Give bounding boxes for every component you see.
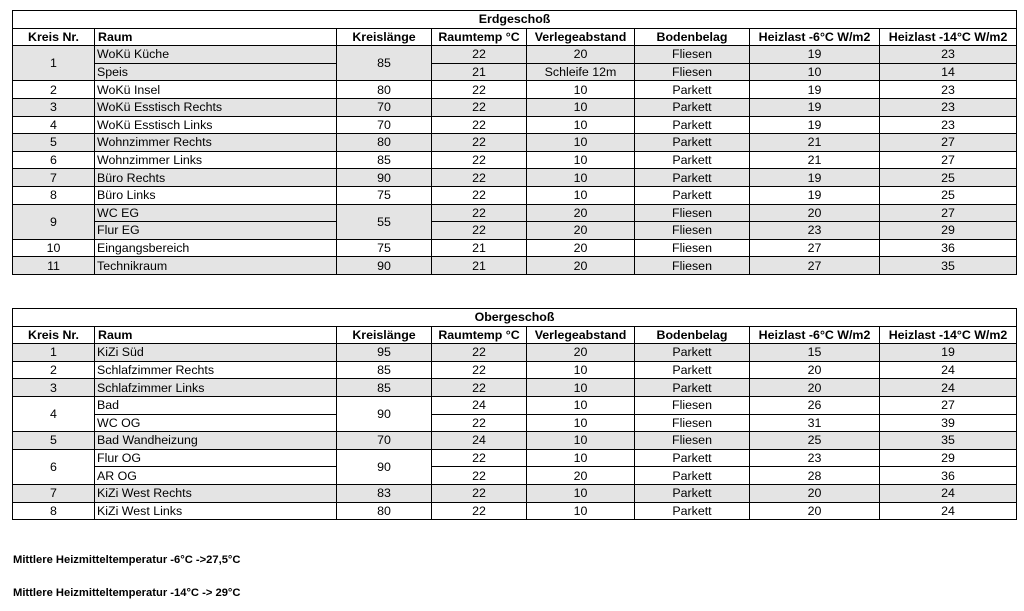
table-row (13, 449, 1017, 467)
obergeschoss-title: Obergeschoß (13, 309, 1017, 327)
verlegeabstand-cell: 20 (527, 46, 635, 64)
header-bodenbelag: Bodenbelag (635, 326, 750, 344)
verlegeabstand-cell: 20 (527, 467, 635, 485)
raumtemp-cell: 24 (432, 432, 527, 450)
raum-cell: Büro Links (95, 186, 337, 204)
heizlast-14-cell: 23 (880, 98, 1017, 116)
heizlast-14-cell: 24 (880, 502, 1017, 520)
kreis-nr-cell: 8 (13, 186, 95, 204)
bodenbelag-cell: Parkett (635, 134, 750, 152)
verlegeabstand-cell: 10 (527, 361, 635, 379)
kreis-nr-cell: 7 (13, 484, 95, 502)
heizlast-14-cell: 24 (880, 361, 1017, 379)
kreis-nr-cell: 3 (13, 379, 95, 397)
raumtemp-cell: 22 (432, 502, 527, 520)
header-bodenbelag: Bodenbelag (635, 28, 750, 46)
heizlast-14-cell: 35 (880, 432, 1017, 450)
heizlast-6-cell: 27 (750, 239, 880, 257)
bodenbelag-cell: Fliesen (635, 222, 750, 240)
heizlast-6-cell: 26 (750, 396, 880, 414)
heizlast-6-cell: 19 (750, 81, 880, 99)
raumtemp-cell: 22 (432, 449, 527, 467)
raum-cell: Wohnzimmer Rechts (95, 134, 337, 152)
kreis-nr-cell: 8 (13, 502, 95, 520)
raum-cell: WoKü Esstisch Links (95, 116, 337, 134)
verlegeabstand-cell: 20 (527, 257, 635, 275)
raum-cell: KiZi West Rechts (95, 484, 337, 502)
heizlast-14-cell: 27 (880, 396, 1017, 414)
heizlast-6-cell: 10 (750, 63, 880, 81)
raum-cell: Eingangsbereich (95, 239, 337, 257)
kreislaenge-cell: 70 (337, 432, 432, 450)
kreis-nr-cell: 11 (13, 257, 95, 275)
raumtemp-cell: 22 (432, 204, 527, 222)
raumtemp-cell: 22 (432, 81, 527, 99)
verlegeabstand-cell: 10 (527, 186, 635, 204)
bodenbelag-cell: Parkett (635, 169, 750, 187)
heizlast-14-cell: 27 (880, 151, 1017, 169)
heizlast-6-cell: 19 (750, 169, 880, 187)
table-row (13, 116, 1017, 134)
table-row (13, 432, 1017, 450)
raumtemp-cell: 21 (432, 239, 527, 257)
note-heizmittel-14: Mittlere Heizmitteltemperatur -14°C -> 29°C (13, 587, 241, 599)
raumtemp-cell: 24 (432, 396, 527, 414)
raum-cell: WC EG (95, 204, 337, 222)
heizlast-14-cell: 23 (880, 46, 1017, 64)
header-kreislaenge: Kreislänge (337, 326, 432, 344)
heizlast-6-cell: 21 (750, 151, 880, 169)
raumtemp-cell: 22 (432, 414, 527, 432)
header-heizlast-6: Heizlast -6°C W/m2 (750, 28, 880, 46)
raumtemp-cell: 22 (432, 169, 527, 187)
verlegeabstand-cell: Schleife 12m (527, 63, 635, 81)
verlegeabstand-cell: 10 (527, 432, 635, 450)
header-kreislaenge: Kreislänge (337, 28, 432, 46)
bodenbelag-cell: Parkett (635, 361, 750, 379)
raumtemp-cell: 22 (432, 484, 527, 502)
header-heizlast-6: Heizlast -6°C W/m2 (750, 326, 880, 344)
heizlast-14-cell: 35 (880, 257, 1017, 275)
heizlast-6-cell: 31 (750, 414, 880, 432)
verlegeabstand-cell: 10 (527, 502, 635, 520)
table-row (13, 414, 1017, 432)
raum-cell: Bad Wandheizung (95, 432, 337, 450)
kreis-nr-cell: 4 (13, 396, 95, 431)
obergeschoss-table (12, 308, 1017, 520)
verlegeabstand-cell: 20 (527, 344, 635, 362)
raum-cell: Flur EG (95, 222, 337, 240)
heizlast-14-cell: 25 (880, 169, 1017, 187)
raum-cell: WoKü Küche (95, 46, 337, 64)
heizlast-6-cell: 23 (750, 449, 880, 467)
bodenbelag-cell: Parkett (635, 98, 750, 116)
kreis-nr-cell: 2 (13, 81, 95, 99)
kreislaenge-cell: 75 (337, 239, 432, 257)
verlegeabstand-cell: 10 (527, 414, 635, 432)
heizlast-6-cell: 19 (750, 46, 880, 64)
table-row (13, 467, 1017, 485)
kreislaenge-cell: 95 (337, 344, 432, 362)
bodenbelag-cell: Parkett (635, 116, 750, 134)
bodenbelag-cell: Parkett (635, 379, 750, 397)
kreis-nr-cell: 7 (13, 169, 95, 187)
table-row (13, 169, 1017, 187)
raumtemp-cell: 22 (432, 222, 527, 240)
verlegeabstand-cell: 10 (527, 169, 635, 187)
raum-cell: WoKü Esstisch Rechts (95, 98, 337, 116)
kreis-nr-cell: 5 (13, 134, 95, 152)
raumtemp-cell: 22 (432, 151, 527, 169)
heizlast-14-cell: 19 (880, 344, 1017, 362)
kreislaenge-cell: 85 (337, 379, 432, 397)
table-row (13, 186, 1017, 204)
heizlast-6-cell: 20 (750, 361, 880, 379)
bodenbelag-cell: Fliesen (635, 63, 750, 81)
heizlast-6-cell: 19 (750, 98, 880, 116)
kreis-nr-cell: 4 (13, 116, 95, 134)
verlegeabstand-cell: 10 (527, 98, 635, 116)
raumtemp-cell: 22 (432, 134, 527, 152)
kreislaenge-cell: 90 (337, 169, 432, 187)
heizlast-6-cell: 20 (750, 379, 880, 397)
verlegeabstand-cell: 10 (527, 449, 635, 467)
heizlast-14-cell: 29 (880, 222, 1017, 240)
bodenbelag-cell: Parkett (635, 344, 750, 362)
heizlast-14-cell: 36 (880, 467, 1017, 485)
header-kreis-nr: Kreis Nr. (13, 326, 95, 344)
kreislaenge-cell: 83 (337, 484, 432, 502)
bodenbelag-cell: Parkett (635, 186, 750, 204)
kreis-nr-cell: 6 (13, 449, 95, 484)
table-row (13, 379, 1017, 397)
table-row (13, 396, 1017, 414)
raum-cell: AR OG (95, 467, 337, 485)
raum-cell: Schlafzimmer Links (95, 379, 337, 397)
verlegeabstand-cell: 10 (527, 151, 635, 169)
table-row (13, 151, 1017, 169)
verlegeabstand-cell: 10 (527, 134, 635, 152)
note-heizmittel-6: Mittlere Heizmitteltemperatur -6°C ->27,5°C (13, 554, 241, 566)
heizlast-6-cell: 20 (750, 484, 880, 502)
header-raum: Raum (95, 326, 337, 344)
heizlast-6-cell: 27 (750, 257, 880, 275)
header-raum: Raum (95, 28, 337, 46)
heizlast-14-cell: 27 (880, 204, 1017, 222)
heizlast-6-cell: 25 (750, 432, 880, 450)
raum-cell: KiZi Süd (95, 344, 337, 362)
header-verlegeabstand: Verlegeabstand (527, 326, 635, 344)
kreis-nr-cell: 1 (13, 46, 95, 81)
raumtemp-cell: 22 (432, 116, 527, 134)
table-row (13, 81, 1017, 99)
bodenbelag-cell: Parkett (635, 467, 750, 485)
heizlast-6-cell: 20 (750, 502, 880, 520)
table-row (13, 63, 1017, 81)
heizlast-14-cell: 25 (880, 186, 1017, 204)
raum-cell: Bad (95, 396, 337, 414)
heizlast-6-cell: 28 (750, 467, 880, 485)
raum-cell: WoKü Insel (95, 81, 337, 99)
table-row (13, 484, 1017, 502)
table-row (13, 257, 1017, 275)
table-row (13, 46, 1017, 64)
bodenbelag-cell: Parkett (635, 449, 750, 467)
bodenbelag-cell: Parkett (635, 484, 750, 502)
raum-cell: Wohnzimmer Links (95, 151, 337, 169)
heizlast-14-cell: 24 (880, 484, 1017, 502)
kreislaenge-cell: 55 (337, 204, 432, 239)
heizlast-14-cell: 14 (880, 63, 1017, 81)
verlegeabstand-cell: 10 (527, 484, 635, 502)
bodenbelag-cell: Fliesen (635, 396, 750, 414)
kreislaenge-cell: 80 (337, 502, 432, 520)
raumtemp-cell: 21 (432, 63, 527, 81)
bodenbelag-cell: Fliesen (635, 46, 750, 64)
heizlast-14-cell: 29 (880, 449, 1017, 467)
heizlast-14-cell: 24 (880, 379, 1017, 397)
kreislaenge-cell: 80 (337, 134, 432, 152)
kreis-nr-cell: 5 (13, 432, 95, 450)
table-row (13, 344, 1017, 362)
kreislaenge-cell: 70 (337, 116, 432, 134)
bodenbelag-cell: Parkett (635, 502, 750, 520)
header-raumtemp: Raumtemp °C (432, 326, 527, 344)
kreis-nr-cell: 1 (13, 344, 95, 362)
table-row (13, 204, 1017, 222)
kreis-nr-cell: 10 (13, 239, 95, 257)
raumtemp-cell: 22 (432, 467, 527, 485)
erdgeschoss-table (12, 10, 1017, 275)
heizlast-14-cell: 23 (880, 81, 1017, 99)
kreislaenge-cell: 80 (337, 81, 432, 99)
header-raumtemp: Raumtemp °C (432, 28, 527, 46)
raumtemp-cell: 22 (432, 344, 527, 362)
raumtemp-cell: 22 (432, 361, 527, 379)
raumtemp-cell: 21 (432, 257, 527, 275)
kreislaenge-cell: 70 (337, 98, 432, 116)
bodenbelag-cell: Fliesen (635, 414, 750, 432)
bodenbelag-cell: Fliesen (635, 239, 750, 257)
kreislaenge-cell: 90 (337, 257, 432, 275)
raum-cell: Technikraum (95, 257, 337, 275)
raum-cell: Büro Rechts (95, 169, 337, 187)
header-heizlast-14: Heizlast -14°C W/m2 (880, 28, 1017, 46)
kreis-nr-cell: 3 (13, 98, 95, 116)
kreislaenge-cell: 85 (337, 46, 432, 81)
kreislaenge-cell: 85 (337, 151, 432, 169)
table-row (13, 361, 1017, 379)
verlegeabstand-cell: 10 (527, 396, 635, 414)
heizlast-14-cell: 39 (880, 414, 1017, 432)
kreis-nr-cell: 2 (13, 361, 95, 379)
table-row (13, 239, 1017, 257)
heizlast-6-cell: 20 (750, 204, 880, 222)
verlegeabstand-cell: 10 (527, 379, 635, 397)
heizlast-14-cell: 36 (880, 239, 1017, 257)
bodenbelag-cell: Fliesen (635, 204, 750, 222)
heizlast-6-cell: 19 (750, 186, 880, 204)
raum-cell: KiZi West Links (95, 502, 337, 520)
table-row (13, 222, 1017, 240)
table-row (13, 502, 1017, 520)
heizlast-6-cell: 15 (750, 344, 880, 362)
raum-cell: Speis (95, 63, 337, 81)
verlegeabstand-cell: 10 (527, 116, 635, 134)
bodenbelag-cell: Fliesen (635, 432, 750, 450)
raumtemp-cell: 22 (432, 46, 527, 64)
raum-cell: WC OG (95, 414, 337, 432)
kreislaenge-cell: 75 (337, 186, 432, 204)
raumtemp-cell: 22 (432, 186, 527, 204)
bodenbelag-cell: Fliesen (635, 257, 750, 275)
heizlast-6-cell: 21 (750, 134, 880, 152)
verlegeabstand-cell: 20 (527, 222, 635, 240)
heizlast-6-cell: 19 (750, 116, 880, 134)
header-verlegeabstand: Verlegeabstand (527, 28, 635, 46)
header-heizlast-14: Heizlast -14°C W/m2 (880, 326, 1017, 344)
kreislaenge-cell: 90 (337, 449, 432, 484)
kreis-nr-cell: 6 (13, 151, 95, 169)
kreis-nr-cell: 9 (13, 204, 95, 239)
verlegeabstand-cell: 10 (527, 81, 635, 99)
raumtemp-cell: 22 (432, 379, 527, 397)
table-row (13, 134, 1017, 152)
header-kreis-nr: Kreis Nr. (13, 28, 95, 46)
kreislaenge-cell: 85 (337, 361, 432, 379)
raum-cell: Flur OG (95, 449, 337, 467)
bodenbelag-cell: Parkett (635, 81, 750, 99)
table-row (13, 98, 1017, 116)
bodenbelag-cell: Parkett (635, 151, 750, 169)
verlegeabstand-cell: 20 (527, 204, 635, 222)
raumtemp-cell: 22 (432, 98, 527, 116)
verlegeabstand-cell: 20 (527, 239, 635, 257)
erdgeschoss-title: Erdgeschoß (13, 11, 1017, 29)
heizlast-6-cell: 23 (750, 222, 880, 240)
heizlast-14-cell: 23 (880, 116, 1017, 134)
raum-cell: Schlafzimmer Rechts (95, 361, 337, 379)
heizlast-14-cell: 27 (880, 134, 1017, 152)
kreislaenge-cell: 90 (337, 396, 432, 431)
